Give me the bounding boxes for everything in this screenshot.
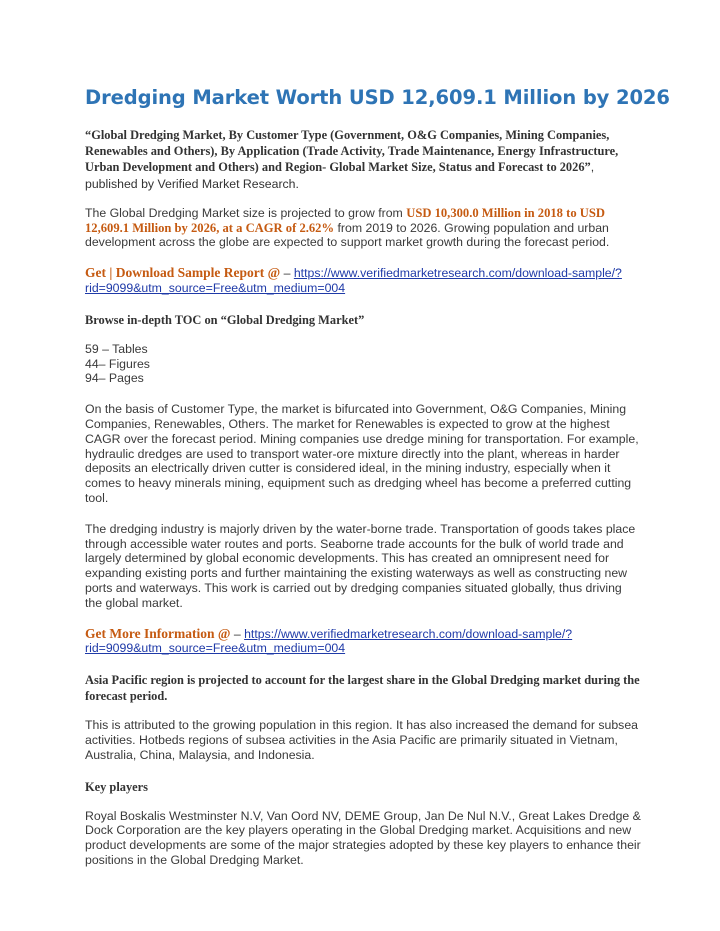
summary-after: from 2019 to 2026. Growing population and urban development across the globe are expected to support market growth during the forecast period.	[85, 220, 610, 250]
toc-heading: Browse in-depth TOC on “Global Dredging Market”	[85, 312, 365, 327]
key-players-paragraph: Royal Boskalis Westminster N.V, Van Oord NV, DEME Group, Jan De Nul N.V., Great Lakes Dredge & Dock Corporation are the key players operating in the Global Dredging market. Acquisitions and new product developments are some of the major strategies adopted by these key players to enhance their positions in the Global Dredging Market.	[85, 808, 641, 867]
key-players-heading: Key players	[85, 779, 148, 794]
toc-item-pages: 94– Pages	[85, 371, 144, 386]
report-full-title: “Global Dredging Market, By Customer Type (Government, O&G Companies, Mining Companies, Renewables and Others), By Application (Trade Activity, Trade Maintenance, Energy Infrastructure, Urban Development and Others) and Region- Global Market Size, Status and Forecast to 2026”	[85, 128, 619, 175]
page-title: Dredging Market Worth USD 12,609.1 Million by 2026	[85, 86, 670, 109]
summary-highlight: USD 10,300.0 Million in 2018 to USD 12,609.1 Million by 2026, at a CAGR of 2.62%	[85, 205, 605, 235]
sample-report-dash: –	[280, 266, 294, 281]
more-info-link[interactable]: https://www.verifiedmarketresearch.com/download-sample/?rid=9099&utm_source=Free&utm_medium=004	[85, 626, 573, 656]
industry-paragraph: The dredging industry is majorly driven by the water-borne trade. Transportation of goods takes place through accessible water routes and ports. Seaborne trade accounts for the bulk of world trade and largely determined by global economic developments. This has created an omnipresent need for expanding existing ports and further maintaining the existing waterways as well as constructing new ports and waterways. This work is carried out by dredging companies situated globally, thus driving the global market.	[85, 521, 636, 610]
sample-report-link[interactable]: https://www.verifiedmarketresearch.com/download-sample/?rid=9099&utm_source=Free&utm_medium=004	[85, 266, 622, 295]
more-info-line	[85, 627, 641, 657]
toc-list	[85, 342, 641, 386]
asia-pacific-paragraph: This is attributed to the growing population in this region. It has also increased the demand for subsea activities. Hotbeds regions of subsea activities in the Asia Pacific are primarily situated in Vietnam, Australia, China, Malaysia, and Indonesia.	[85, 718, 639, 762]
summary-paragraph	[85, 206, 641, 250]
intro-paragraph	[85, 127, 641, 192]
toc-item-figures: 44– Figures	[85, 356, 150, 371]
sample-report-line	[85, 266, 641, 296]
customer-type-paragraph: On the basis of Customer Type, the market is bifurcated into Government, O&G Companies, Mining Companies, Renewables, Others. The market for Renewables is expected to grow at the highest CAGR over the forecast period. Mining companies use dredge mining for transportation. For example, hydraulic dredges are used to transport water-ore mixture directly into the plant, whereas in harder deposits an electrically driven cutter is considered ideal, in the mining industry, especially when it comes to heavy minerals mining, equipment such as dredging wheel has become a preferred cutting tool.	[85, 402, 639, 505]
more-info-label: Get More Information @	[85, 625, 231, 641]
sample-report-label: Get | Download Sample Report @	[85, 265, 281, 281]
asia-pacific-heading: Asia Pacific region is projected to account for the largest share in the Global Dredging market during the forecast period.	[85, 673, 640, 704]
summary-before: The Global Dredging Market size is projected to grow from	[85, 205, 407, 220]
document-content	[85, 86, 670, 868]
more-info-dash: –	[230, 626, 245, 641]
published-by: , published by Verified Market Research.	[85, 160, 595, 191]
toc-item-tables: 59 – Tables	[85, 341, 148, 356]
